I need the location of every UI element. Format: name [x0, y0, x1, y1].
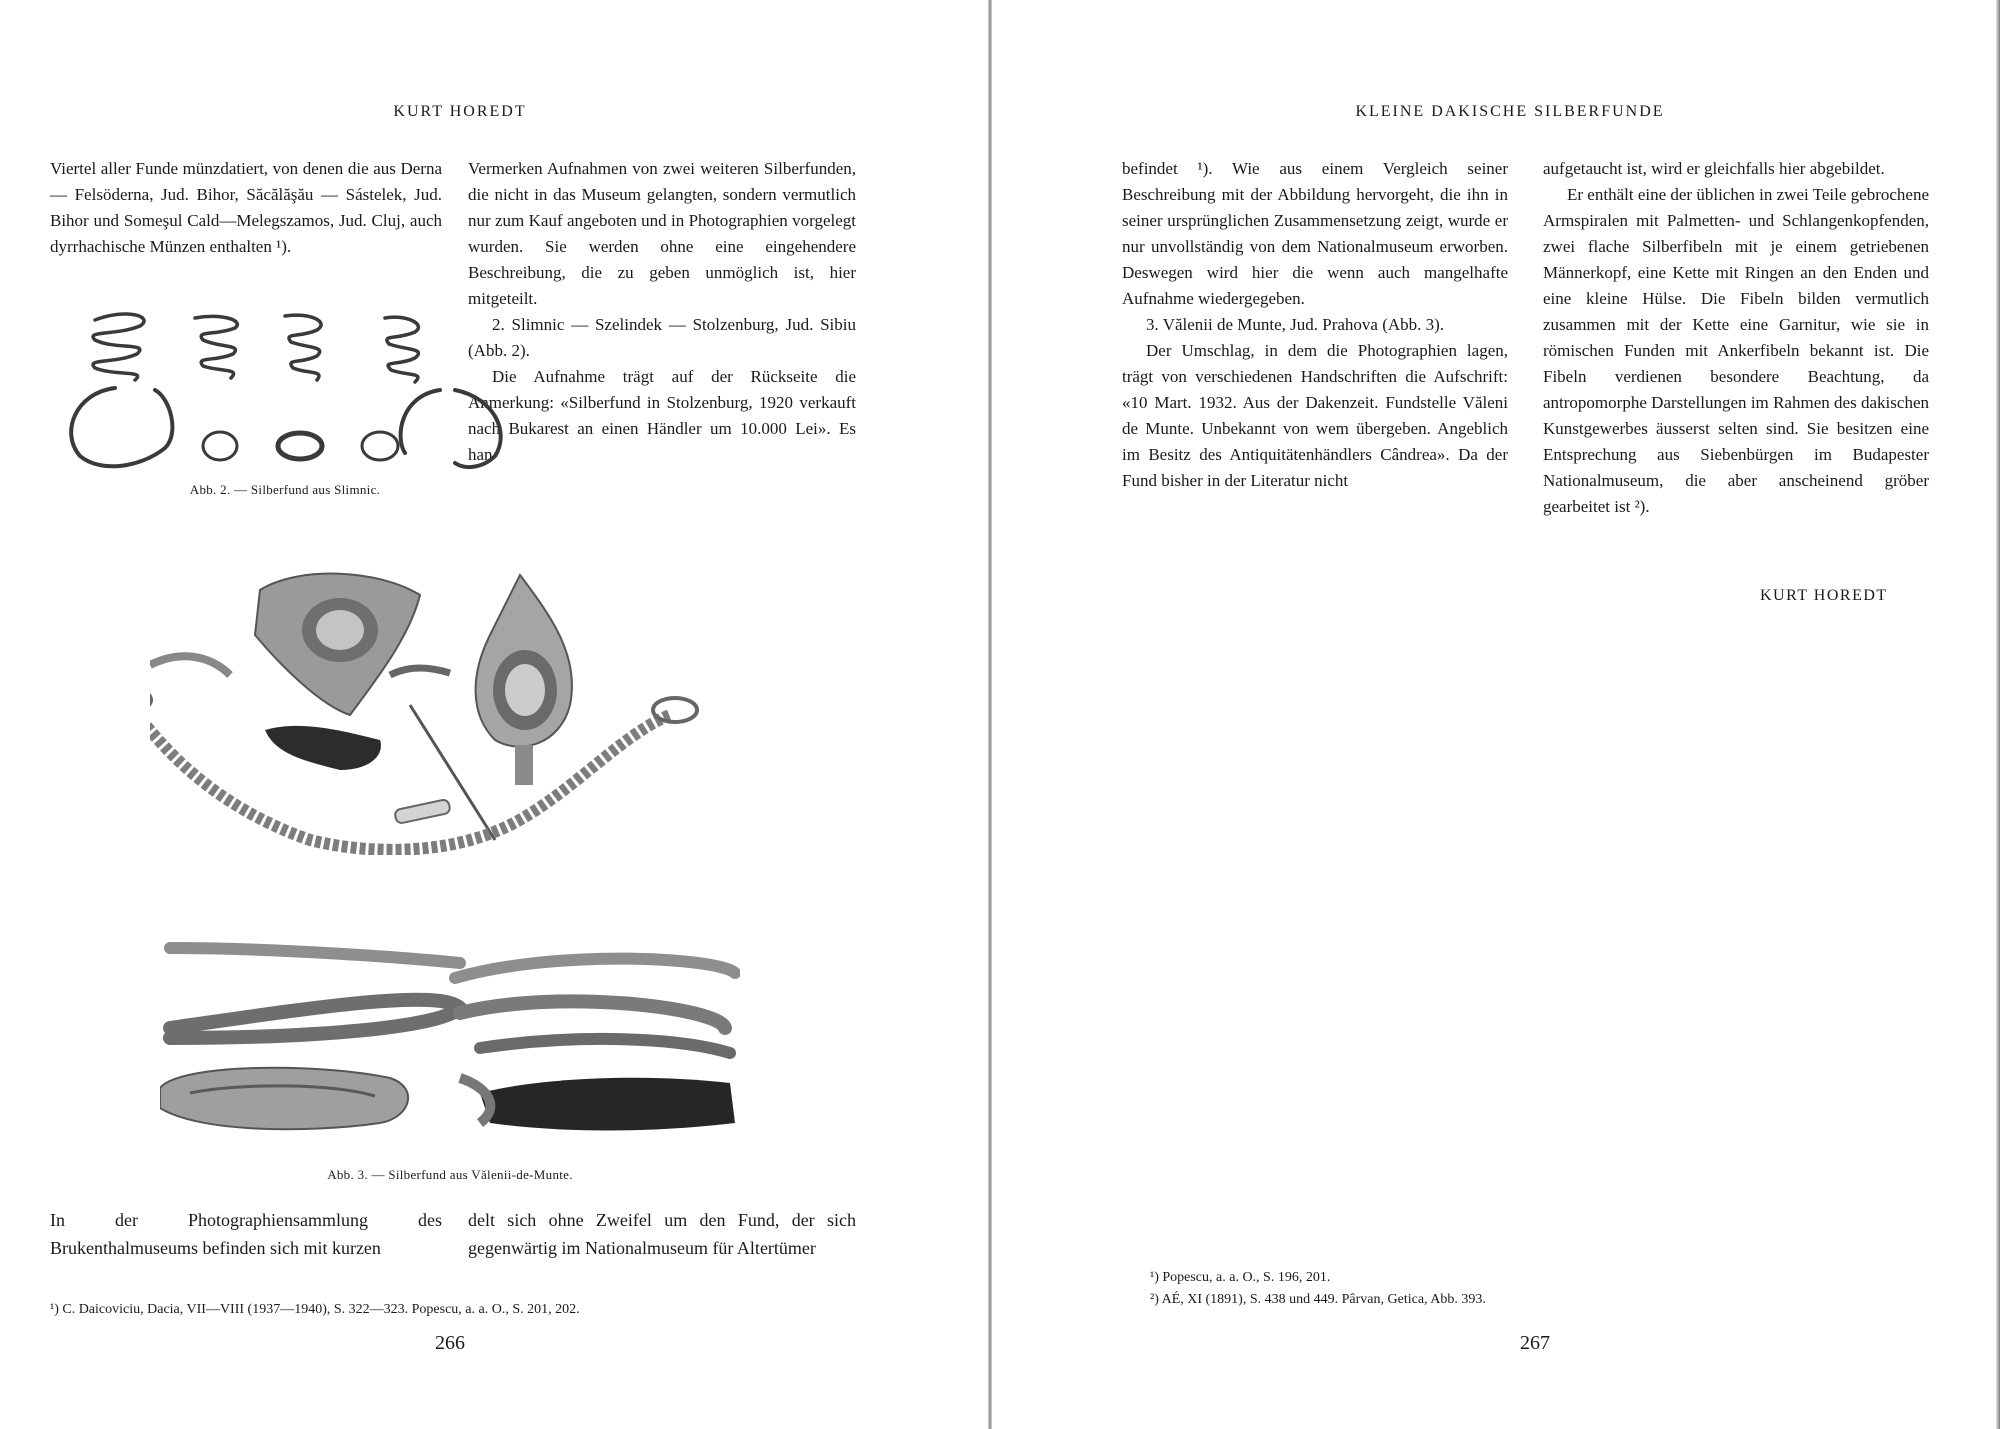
left-col2-paragraph-3: Die Aufnahme trägt auf der Rückseite die Anmerkung: «Silberfund in Stolzenburg, 1920 verkauft nach Bukarest an einen Händler um 10.000 Lei». Es han-: [468, 367, 856, 464]
right-footnote-1: ¹) Popescu, a. a. O., S. 196, 201.: [1150, 1270, 1331, 1285]
left-col2-paragraph-2: 2. Slimnic — Szelindek — Stolzenburg, Jud. Sibiu (Abb. 2).: [468, 315, 856, 360]
left-col2-text: [468, 156, 856, 468]
right-col1-paragraph-1: befindet ¹). Wie aus einem Vergleich seiner Beschreibung mit der Abbildung hervorgeht, die ihn in seiner ursprünglichen Zusammensetzung zeigt, wurde er nur unvollständig von dem Nationalmuseum erworben. Deswegen wird hier die wenn auch mangelhafte Aufnahme wiedergegeben.: [1122, 159, 1508, 308]
left-footnotes: [50, 1299, 856, 1321]
right-footnote-2: ²) AÉ, XI (1891), S. 438 und 449. Pârvan, Getica, Abb. 393.: [1150, 1292, 1486, 1307]
left-col1-paragraph: Viertel aller Funde münzdatiert, von denen die aus Derna — Felsöderna, Jud. Bihor, Săcălăşău — Sástelek, Jud. Bihor und Someşul Cald—Melegszamos, Jud. Cluj, auch dyrrhachische Münzen enthalten ¹).: [50, 159, 442, 256]
right-col2-paragraph-2: Er enthält eine der üblichen in zwei Teile gebrochene Armspiralen mit Palmetten- und Schlangenkopfenden, zwei flache Silberfibeln mit je einem getriebenen Männerkopf, eine Kette mit Ringen an den Enden und eine kleine Hülse. Die Fibeln bilden vermutlich zusammen mit der Kette eine Garnitur, wie sie in römischen Funden mit Ankerfibeln bekannt ist. Die Fibeln verdienen besondere Beachtung, da antropomorphe Darstellungen im Rahmen des dakischen Kunstgewerbes äusserst selten sind. Sie besitzen eine Entsprechung aus Siebenbürgen im Budapester Nationalmuseum, die aber anscheinend gröber gearbeitet ist ²).: [1543, 185, 1929, 516]
figure-3-caption: Abb. 3. — Silberfund aus Vălenii-de-Munte.: [327, 1167, 573, 1182]
right-col2-paragraph-1: aufgetaucht ist, wird er gleichfalls hier abgebildet.: [1543, 159, 1885, 178]
right-col1-paragraph-2: 3. Vălenii de Munte, Jud. Prahova (Abb. 3).: [1146, 315, 1445, 334]
figure-2-caption: Abb. 2. — Silberfund aus Slimnic.: [189, 482, 381, 497]
figure-2-silver-spirals: [55, 298, 515, 480]
running-head-right: KLEINE DAKISCHE SILBERFUNDE: [1355, 103, 1665, 120]
figure-3-arm-spiral: [160, 928, 740, 1143]
right-col1-paragraph-3: Der Umschlag, in dem die Photographien lagen, trägt von verschiedenen Handschriften die Aufschrift: «10 Mart. 1932. Aus der Dakenzeit. Fundstelle Văleni de Munte. Unbekannt von wem übergeben. Angeblich im Besitz des Antiquitätenhändlers Cândrea». Da der Fund bisher in der Literatur nicht: [1122, 341, 1508, 490]
left-bottom-col2: [468, 1206, 856, 1262]
left-bottom-col1: [50, 1206, 442, 1262]
left-bottom-paragraph-1: In der Photographiensammlung des Brukenthalmuseums befinden sich mit kurzen: [50, 1210, 442, 1258]
right-page: [990, 0, 2000, 1429]
running-head-left: KURT HOREDT: [393, 103, 527, 120]
right-col2-text: [1543, 156, 1929, 520]
left-col2-paragraph-1: Vermerken Aufnahmen von zwei weiteren Silberfunden, die nicht in das Museum gelangten, sondern vermutlich nur zum Kauf angeboten und in Photographien vorgelegt wurden. Sie werden ohne eine eingehendere Beschreibung, die zu geben unmöglich ist, hier mitgeteilt.: [468, 159, 856, 308]
author-signature: KURT HOREDT: [1760, 587, 1888, 604]
page-number-right: 267: [1520, 1332, 1550, 1354]
left-col1-text: [50, 156, 442, 260]
right-col1-text: [1122, 156, 1508, 494]
left-footnote-1: ¹) C. Daicoviciu, Dacia, VII—VIII (1937—1940), S. 322—323. Popescu, a. a. O., S. 201, 202.: [50, 1302, 580, 1317]
left-page: [0, 0, 990, 1429]
right-footnotes: [1150, 1267, 1870, 1311]
left-bottom-paragraph-2: delt sich ohne Zweifel um den Fund, der sich gegenwärtig im Nationalmuseum für Altertümer: [468, 1210, 856, 1258]
figure-3-fibulae-chain: [150, 555, 750, 855]
page-number-left: 266: [435, 1332, 465, 1354]
